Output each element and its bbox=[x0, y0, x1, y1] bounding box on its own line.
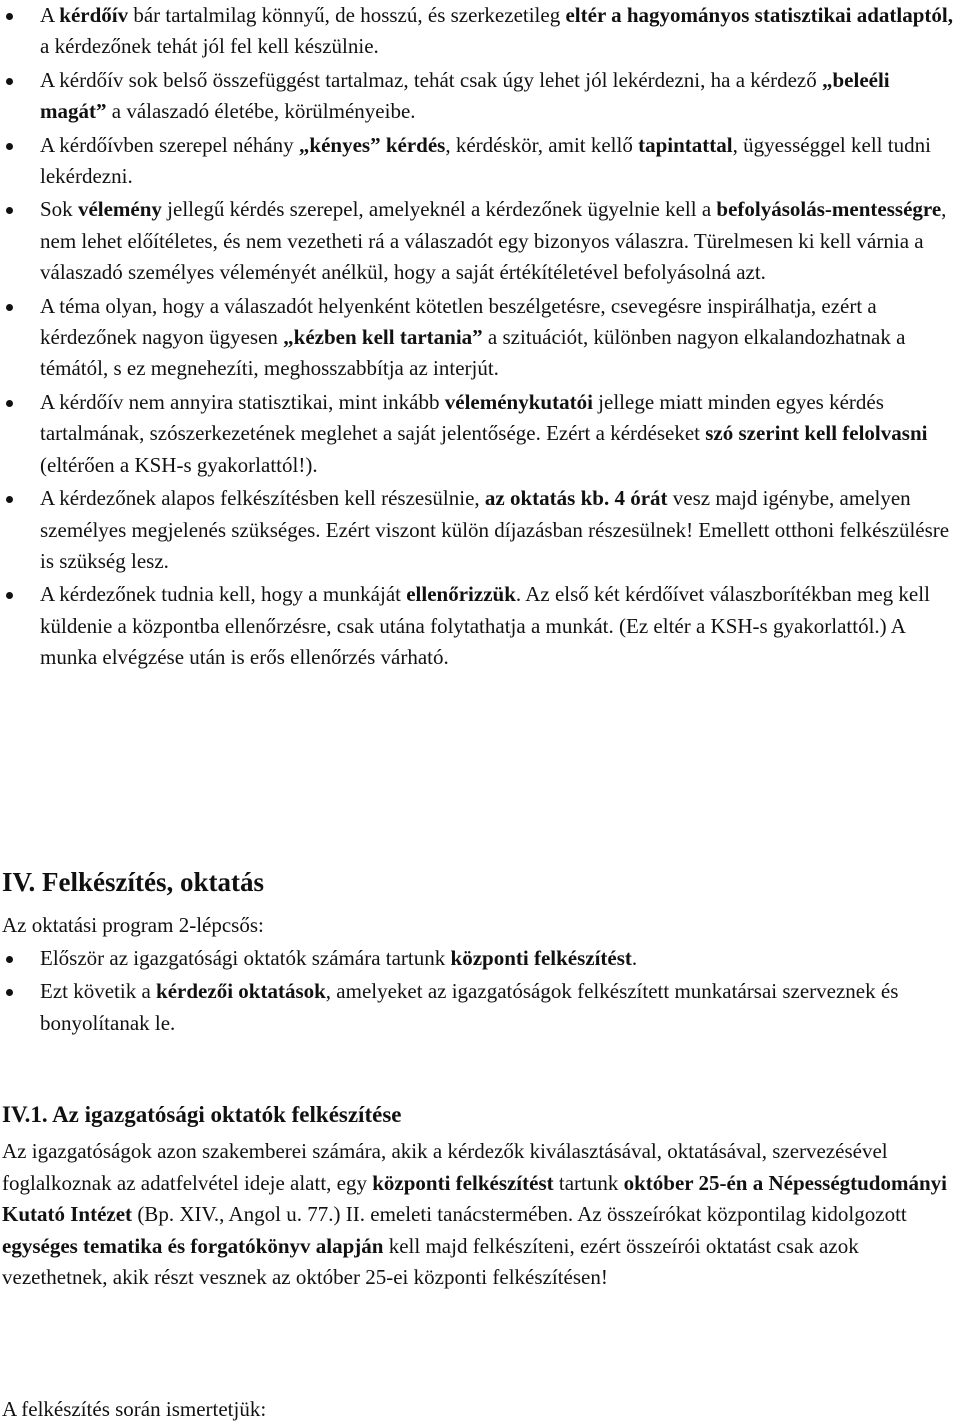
bold-text: befolyásolás-mentességre bbox=[716, 197, 942, 222]
bullet-item bbox=[0, 130, 955, 193]
training-steps-bullet-list bbox=[0, 943, 955, 1039]
bold-text: október 25-én a Népességtudományi Kutató Intézet bbox=[2, 1170, 947, 1227]
text-run: vesz majd igénybe, amelyen személyes megjelenés szükséges. Ezért viszont külön díjazásban részesülnek! Emellett otthoni felkészülésre is szükség lesz. bbox=[40, 486, 950, 573]
bullet-text bbox=[40, 130, 955, 193]
section-4-1-last-line: A felkészítés során ismertetjük: bbox=[2, 1397, 267, 1421]
text-run: jellegű kérdés szerepel, amelyeknél a kérdezőnek ügyelnie kell a bbox=[161, 197, 717, 222]
text-run: Sok bbox=[40, 197, 78, 222]
section-4-title: IV. Felkészítés, oktatás bbox=[2, 867, 264, 897]
bold-text: „kényes” kérdés bbox=[298, 132, 446, 157]
bullet-text bbox=[40, 579, 955, 673]
text-run: tartunk bbox=[553, 1170, 624, 1195]
text-run: a kérdezőnek tehát jól fel kell készülnie. bbox=[40, 34, 379, 59]
text-run: A téma olyan, hogy a válaszadót helyenként kötetlen beszélgetésre, csevegésre inspirálhatja, ezért a kérdezőnek nagyon ügyesen bbox=[40, 293, 877, 350]
bold-text: az oktatás kb. 4 órát bbox=[484, 486, 668, 511]
bullet-item bbox=[0, 483, 955, 577]
bullet-dot-icon bbox=[6, 592, 13, 599]
bullet-dot-icon bbox=[6, 496, 13, 503]
bold-text: kérdőív bbox=[59, 3, 129, 27]
bullet-item bbox=[0, 194, 955, 288]
bold-text: tapintattal bbox=[638, 132, 733, 157]
bullet-dot-icon bbox=[6, 143, 13, 150]
bold-text: véleménykutatói bbox=[444, 389, 593, 414]
text-run: Ezt követik a bbox=[40, 979, 157, 1004]
bullet-dot-icon bbox=[6, 989, 13, 996]
bold-text: központi felkészítést bbox=[372, 1170, 554, 1195]
text-run: (Bp. XIV., Angol u. 77.) II. emeleti tanácstermében. Az összeírókat központilag kidolgozott bbox=[132, 1202, 907, 1227]
text-run: A bbox=[40, 3, 60, 27]
text-run: a válaszadó életébe, körülményeibe. bbox=[106, 99, 416, 124]
bullet-item bbox=[0, 291, 955, 385]
text-run: , ügyességgel kell tudni lekérdezni. bbox=[40, 132, 931, 189]
bold-text: „beleéli magát” bbox=[40, 67, 890, 124]
bullet-text bbox=[40, 976, 955, 1039]
text-run: kell majd felkészíteni, ezért összeírói oktatást csak azok vezethetnek, akik részt vesznek az október 25-ei központi felkészítésen! bbox=[2, 1233, 859, 1290]
bullet-item bbox=[0, 943, 955, 974]
section-4-1-paragraph bbox=[2, 1136, 952, 1294]
text-run: A kérdezőnek alapos felkészítésben kell részesülnie, bbox=[40, 486, 485, 511]
text-run: , nem lehet előítéletes, és nem vezetheti rá a válaszadót egy bizonyos válaszra. Türelmesen ki kell várnia a válaszadó személyes véleményét anélkül, hogy a saját értékítéletével befolyásolná azt. bbox=[40, 197, 947, 285]
bold-text: központi felkészítést bbox=[450, 946, 632, 970]
bold-text: ellenőrizzük bbox=[406, 582, 516, 607]
text-run: (eltérően a KSH-s gyakorlattól!). bbox=[40, 452, 318, 477]
text-run: . bbox=[631, 946, 638, 970]
text-run: , amelyeket az igazgatóságok felkészített munkatársai szerveznek és bonyolítanak le. bbox=[40, 979, 899, 1035]
text-run: A kérdőív nem annyira statisztikai, mint inkább bbox=[40, 389, 445, 414]
text-run: . Az első két kérdőívet válaszborítékban meg kell küldenie a központba ellenőrzésre, csak utána folytathatja a munkát. (Ez eltér a KSH-s gyakorlattól.) A munka elvégzése után is erős ellenőrzés várható. bbox=[40, 582, 930, 670]
bullet-dot-icon bbox=[6, 400, 13, 407]
bullet-item bbox=[0, 0, 955, 63]
bullet-dot-icon bbox=[6, 207, 13, 214]
bullet-text bbox=[40, 194, 955, 288]
bullet-text bbox=[40, 0, 955, 63]
bullet-dot-icon bbox=[6, 304, 13, 311]
bullet-item bbox=[0, 579, 955, 673]
bullet-dot-icon bbox=[6, 13, 13, 20]
text-run: Először az igazgatósági oktatók számára tartunk bbox=[40, 946, 451, 970]
bullet-text bbox=[40, 943, 955, 974]
bold-text: szó szerint kell felolvasni bbox=[705, 421, 928, 446]
requirements-bullet-list bbox=[0, 0, 955, 674]
text-run: bár tartalmilag könnyű, de hosszú, és szerkezetileg bbox=[128, 3, 566, 27]
text-run: , kérdéskör, amit kellő bbox=[445, 132, 639, 157]
bullet-text bbox=[40, 291, 955, 385]
bold-text: vélemény bbox=[77, 197, 162, 222]
bullet-dot-icon bbox=[6, 78, 13, 85]
text-run: a szituációt, különben nagyon elkalandozhatnak a témától, s ez megnehezíti, meghosszabbítja az interjút. bbox=[40, 325, 906, 381]
text-run: A kérdőív sok belső összefüggést tartalmaz, tehát csak úgy lehet jól lekérdezni, ha a kérdező bbox=[40, 67, 822, 92]
bullet-item bbox=[0, 387, 955, 481]
bullet-dot-icon bbox=[6, 956, 13, 963]
text-run: A kérdőívben szerepel néhány bbox=[40, 132, 299, 157]
text-run: A kérdezőnek tudnia kell, hogy a munkáját bbox=[40, 582, 407, 607]
bullet-item bbox=[0, 976, 955, 1039]
bold-text: kérdezői oktatások bbox=[156, 979, 326, 1004]
section-4-1-title: IV.1. Az igazgatósági oktatók felkészítése bbox=[2, 1102, 402, 1127]
bullet-text bbox=[40, 483, 955, 577]
section-4-intro: Az oktatási program 2-lépcsős: bbox=[2, 913, 264, 937]
bullet-item bbox=[0, 65, 955, 128]
text-run: jellege miatt minden egyes kérdés tartalmának, szószerkezetének meglehet a saját jelentősége. Ezért a kérdéseket bbox=[40, 389, 884, 446]
text-run: Az igazgatóságok azon szakemberei számára, akik a kérdezők kiválasztásával, oktatásával, szervezésével foglalkoznak az adatfelvétel ideje alatt, egy bbox=[2, 1139, 888, 1195]
bold-text: „kézben kell tartania” bbox=[283, 325, 483, 350]
bullet-text bbox=[40, 387, 955, 481]
bullet-text bbox=[40, 65, 955, 128]
bold-text: eltér a hagyományos statisztikai adatlaptól, bbox=[565, 3, 953, 27]
bold-text: egységes tematika és forgatókönyv alapján bbox=[2, 1233, 384, 1258]
